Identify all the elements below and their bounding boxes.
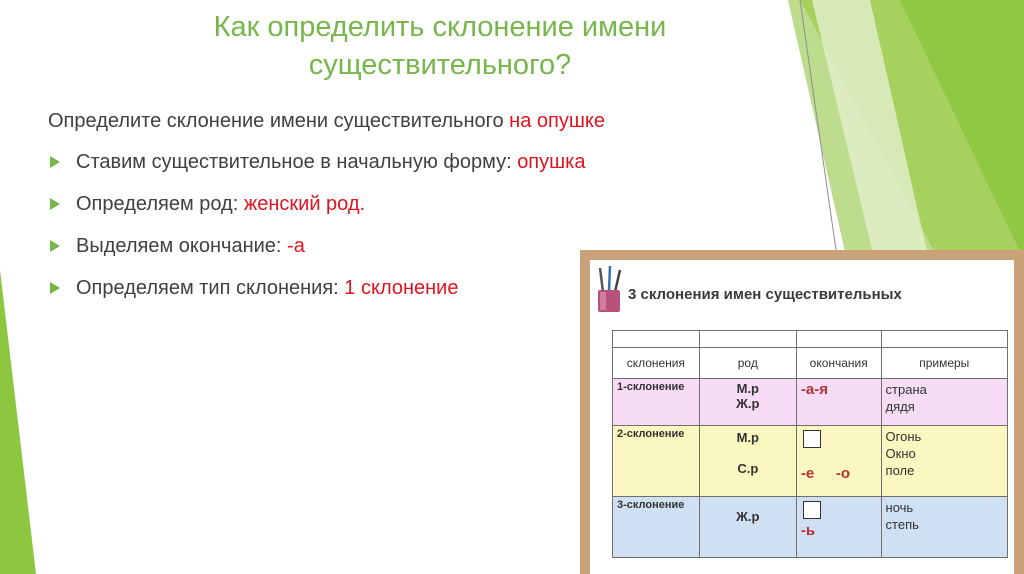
step-highlight: -а bbox=[287, 235, 305, 257]
ending-value: -ь bbox=[800, 522, 816, 539]
gender-value: Ж.р bbox=[736, 509, 760, 524]
gender-value: М.р bbox=[736, 381, 759, 396]
header-declension: склонения bbox=[613, 348, 700, 379]
declension-cell: 1-склонение bbox=[613, 379, 700, 426]
step-text: Определяем тип склонения: bbox=[76, 277, 339, 299]
gender-value: С.р bbox=[737, 461, 759, 476]
table-row bbox=[613, 379, 1008, 426]
step-item bbox=[48, 234, 586, 276]
example-cell bbox=[881, 426, 1007, 497]
gender-value: М.р bbox=[736, 430, 759, 445]
table-image-canvas bbox=[590, 260, 1016, 574]
bullet-triangle-icon bbox=[50, 282, 60, 294]
table-row bbox=[613, 426, 1008, 497]
example-word: поле bbox=[885, 463, 915, 478]
declension-cell: 3-склонение bbox=[613, 497, 700, 558]
step-list bbox=[48, 150, 586, 318]
example-word: страна bbox=[885, 382, 927, 397]
step-item bbox=[48, 276, 586, 318]
example-word: дядя bbox=[885, 399, 915, 414]
bullet-triangle-icon bbox=[50, 156, 60, 168]
slide-title: Как определить склонение имени существительного? bbox=[213, 11, 667, 81]
example-cell bbox=[881, 497, 1007, 558]
declension-table bbox=[612, 330, 1008, 558]
deco-left-triangle bbox=[0, 270, 36, 574]
ending-value: -е bbox=[800, 465, 815, 482]
ending-value: -о bbox=[835, 465, 851, 482]
table-wrapper bbox=[612, 330, 1008, 558]
step-text: Ставим существительное в начальную форму: bbox=[76, 151, 512, 173]
step-highlight: женский род. bbox=[243, 193, 366, 215]
header-examples: примеры bbox=[881, 348, 1007, 379]
step-text: Определяем род: bbox=[76, 193, 239, 215]
table-spacer-row bbox=[613, 331, 1008, 348]
intro-prefix: Определите склонение имени существительного bbox=[48, 110, 504, 132]
pencil-cup-icon bbox=[594, 264, 624, 314]
header-gender: род bbox=[699, 348, 796, 379]
step-text: Выделяем окончание: bbox=[76, 235, 282, 257]
gender-cell bbox=[699, 497, 796, 558]
bullet-triangle-icon bbox=[50, 198, 60, 210]
step-item bbox=[48, 150, 586, 192]
example-word: степь bbox=[885, 517, 919, 532]
gender-cell bbox=[699, 379, 796, 426]
step-highlight: 1 склонение bbox=[344, 277, 459, 299]
gender-cell bbox=[699, 426, 796, 497]
header-endings: окончания bbox=[796, 348, 881, 379]
example-word: Окно bbox=[885, 446, 916, 461]
table-header-row bbox=[613, 348, 1008, 379]
table-row bbox=[613, 497, 1008, 558]
gender-value: Ж.р bbox=[736, 396, 760, 411]
bullet-triangle-icon bbox=[50, 240, 60, 252]
example-word: ночь bbox=[885, 500, 914, 515]
ending-cell bbox=[796, 497, 881, 558]
example-cell bbox=[881, 379, 1007, 426]
ending-value: -а-я bbox=[800, 381, 828, 398]
example-word: Огонь bbox=[885, 429, 922, 444]
null-ending-box-icon bbox=[803, 430, 821, 448]
null-ending-box-icon bbox=[803, 501, 821, 519]
step-item bbox=[48, 192, 586, 234]
ending-cell bbox=[796, 379, 881, 426]
intro-highlight: на опушке bbox=[509, 110, 605, 132]
ending-cell bbox=[796, 426, 881, 497]
step-highlight: опушка bbox=[517, 151, 586, 173]
intro-text bbox=[48, 110, 605, 133]
declension-cell: 2-склонение bbox=[613, 426, 700, 497]
declension-table-image bbox=[580, 250, 1024, 574]
table-title: 3 склонения имен существительных bbox=[628, 286, 902, 303]
